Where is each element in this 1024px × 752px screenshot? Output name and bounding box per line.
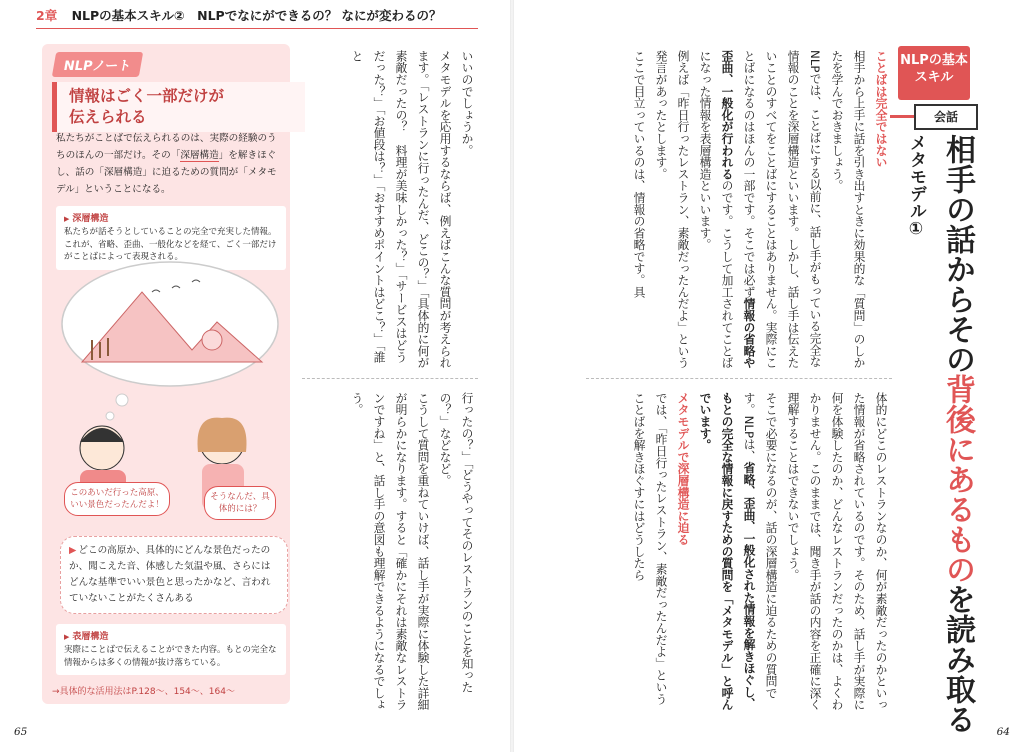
category-tag: 会話 bbox=[914, 104, 978, 130]
left-lower-p1: 行ったの？」「どうやってそのレストランのことを知ったの？」などなど。 bbox=[438, 392, 474, 693]
right-upper-p2-end: のです。こうして加工されてことばになった情報を表層構造といいます。 bbox=[698, 50, 734, 369]
right-lower-p3: では、「昨日行ったレストラン、素敵だったんだよ」ということばを解きほぐすにはどうしたら bbox=[632, 392, 668, 705]
sun-shape bbox=[202, 330, 222, 350]
note-intro-a: 私たちがことばで伝えられるのは、実際の経験のうちのほんの一部だけ。その「 bbox=[56, 133, 277, 161]
right-upper-p4: ここで目立っているのは、情報の省略です。具 bbox=[632, 50, 646, 298]
right-divider bbox=[586, 378, 892, 380]
left-lower-p2: こうして質問を重ねていけば、話し手が実際に体験した詳細が明らかになります。すると「確かにそれは素敵なレストランですね」と、話し手の意図も理解できるようになるでしょう。 bbox=[350, 392, 430, 711]
conversation-illustration bbox=[52, 252, 282, 512]
title-part-b: を読み取る bbox=[940, 584, 975, 734]
surface-structure-title: ▶ 表層構造 bbox=[64, 629, 280, 642]
chapter-label: 2章 bbox=[36, 8, 58, 23]
note-title-line2: 伝えられる bbox=[69, 108, 147, 126]
right-lower-p1: 体的にどこのレストランなのか、何が素敵だったのかといった情報が省略されているのです。そのため、話し手が実際に何を体験したのか、どんなレストランだったのかは、よくわかりません。このままでは、聞き手が話の内容を正確に深く理解することはできないでしょう。 bbox=[786, 392, 888, 711]
left-divider bbox=[302, 378, 478, 380]
unspoken-info-text: どこの高原か、具体的にどんな景色だったのか、聞こえた音、体感した気温や風、さらにはどんな基準でいい景色と思ったかなど、言われていないことがたくさんある bbox=[69, 545, 271, 604]
page-number-left: 65 bbox=[14, 726, 28, 738]
title-highlight: 背後にあるもの bbox=[940, 374, 975, 584]
surface-structure-card bbox=[56, 624, 286, 675]
right-upper-text bbox=[586, 50, 892, 370]
right-lower-heading: メタモデルで深層構造に迫る bbox=[676, 392, 690, 546]
note-tag: NLPノート bbox=[52, 52, 144, 77]
deep-structure-body: 私たちが話そうとしていることの完全で充実した情報。これが、省略、歪曲、一般化などを経て、ごく一部だけがことばによって表現される。 bbox=[64, 227, 277, 262]
right-lower-p2-a: そこで必要になるのが、話の深層構造に迫るための質問です。NLPは、 bbox=[742, 392, 778, 699]
right-upper-p3: 例えば「昨日行ったレストラン、素敵だったんだよ」という発言があったとします。 bbox=[654, 50, 690, 369]
right-upper-p2-a: NLPでは、ことばにする以前に、話し手がもっている完全な情報のことを深層構造といいます。しかし、話し手は伝えたいことのすべてをことばにすることはありません。実際にことばになるのはほんの一部です。そこでは必ず bbox=[742, 50, 822, 369]
right-lower-p2 bbox=[694, 392, 782, 712]
section-title bbox=[940, 134, 974, 734]
right-upper-p1: 相手から上手に話を引き出すときに効果的な「質問」のしかたを学んでおきましょう。 bbox=[830, 50, 866, 369]
note-title-line1: 情報はごく一部だけが bbox=[69, 87, 225, 105]
right-lower-text bbox=[586, 392, 892, 712]
note-intro bbox=[56, 130, 278, 198]
title-part-a: 相手の話からその bbox=[940, 134, 975, 374]
arrow-icon: ▶ bbox=[69, 545, 77, 556]
page-number-right: 64 bbox=[996, 726, 1010, 738]
speech-bubble-man: このあいだ行った高原、いい景色だったんだよ！ bbox=[64, 482, 170, 516]
man-hair bbox=[80, 428, 124, 442]
right-lower-p2-bold: 省略、歪曲、一般化された情報を解きほぐし、もとの完全な情報に戻すための質問を「メタモデル」と呼んでいます。 bbox=[698, 392, 756, 711]
book-spine bbox=[510, 0, 514, 752]
right-upper-p2 bbox=[694, 50, 826, 370]
speech-bubble-woman: そうなんだ、具体的には？ bbox=[204, 486, 276, 520]
note-title bbox=[52, 82, 305, 132]
section-subtitle: メタモデル① bbox=[906, 134, 926, 239]
deep-structure-title: ▶ 深層構造 bbox=[64, 211, 280, 224]
right-upper-heading: ことばは完全ではない bbox=[874, 50, 888, 168]
left-upper-p2: メタモデルを応用するならば、例えばこんな質問が考えられます。「レストランに行ったんだ、どこの？」「具体的に何が素敵だったの？ 料理が美味しかった？」「サービスはどうだった？」「お値段は？」「おすすめポイントはどこ？」「誰と bbox=[350, 50, 452, 369]
skill-badge: NLPの基本スキル bbox=[898, 46, 970, 100]
unspoken-info-cloud bbox=[60, 536, 288, 614]
right-upper-p2-bold: 情報の省略や歪曲、一般化が行われる bbox=[720, 50, 756, 369]
left-upper-p1: いいのでしょうか。 bbox=[460, 50, 474, 157]
left-upper-text bbox=[302, 50, 478, 370]
note-intro-b: 深層構造 bbox=[180, 150, 219, 161]
header-rule bbox=[36, 28, 478, 29]
running-header bbox=[36, 6, 476, 30]
note-intro-c: 」を解きほぐし、話の「深層構造」に迫るための質問が「メタモデル」ということになる。 bbox=[56, 150, 277, 195]
left-lower-text bbox=[302, 392, 478, 712]
header-title: NLPの基本スキル② NLPでなにができるの？ なにが変わるの？ bbox=[71, 8, 442, 23]
woman-hair bbox=[198, 418, 247, 452]
page-reference: →具体的な活用法はP.128～、154～、164～ bbox=[52, 687, 235, 697]
surface-structure-body: 実際にことばで伝えることができた内容。もとの完全な情報からは多くの情報が抜け落ちている。 bbox=[64, 645, 277, 668]
